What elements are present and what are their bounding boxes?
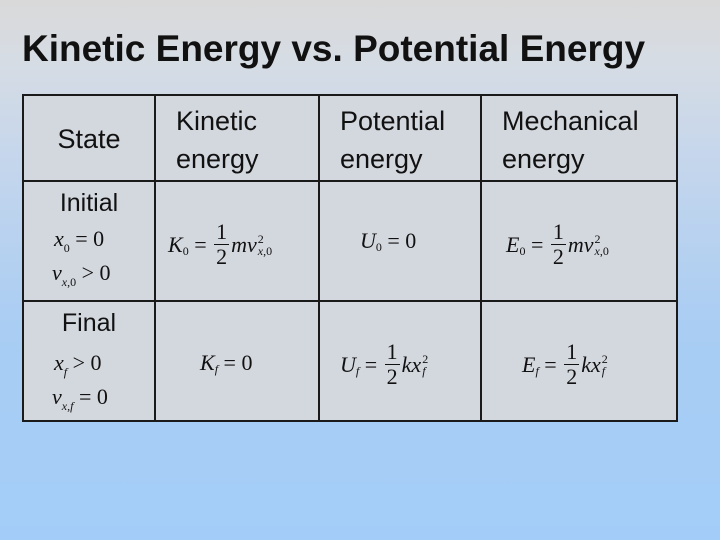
header-mechanical-line1: Mechanical [502,106,639,136]
potential-final [320,302,482,420]
kinetic-final [156,302,320,420]
header-potential-line1: Potential [340,106,446,136]
row-final-label: Final [61,309,117,337]
header-mechanical-line2: energy [502,144,585,174]
condition-vxf: $v_{x,f} = 0$ [52,384,108,413]
condition-x0: $x_0 = 0$ [54,226,105,255]
row-initial-label: Initial [59,189,119,217]
eq-mechanical-initial: E 0 = $\frac{1}{2}$ mv 2 x,0 [506,219,609,269]
header-state [24,96,156,182]
eq-kinetic-initial: K 0 = $\frac{1}{2}$ mv 2 x,0 [168,219,273,269]
header-kinetic-line2: energy [176,144,259,174]
header-state-label: State [57,124,121,154]
header-potential-line2: energy [340,144,423,174]
slide-title: Kinetic Energy vs. Potential Energy [22,28,646,69]
row-final-state [24,302,156,420]
eq-potential-initial: U 0 = 0 [360,228,417,254]
header-kinetic [156,96,320,182]
mechanical-initial [482,182,676,302]
row-initial-state [24,182,156,302]
mechanical-final [482,302,676,420]
eq-potential-final: U f = $\frac{1}{2}$ kx 2 f [340,339,429,389]
condition-xf: $x_f > 0$ [54,350,102,379]
eq-kinetic-final: K f = 0 [200,350,253,376]
eq-mechanical-final: E f = $\frac{1}{2}$ kx 2 f [522,339,608,389]
header-kinetic-line1: Kinetic [176,106,258,136]
potential-initial [320,182,482,302]
header-mechanical [482,96,676,182]
kinetic-initial [156,182,320,302]
header-potential [320,96,482,182]
condition-vx0: $v_{x,0} > 0$ [52,260,111,289]
energy-table [22,94,678,422]
